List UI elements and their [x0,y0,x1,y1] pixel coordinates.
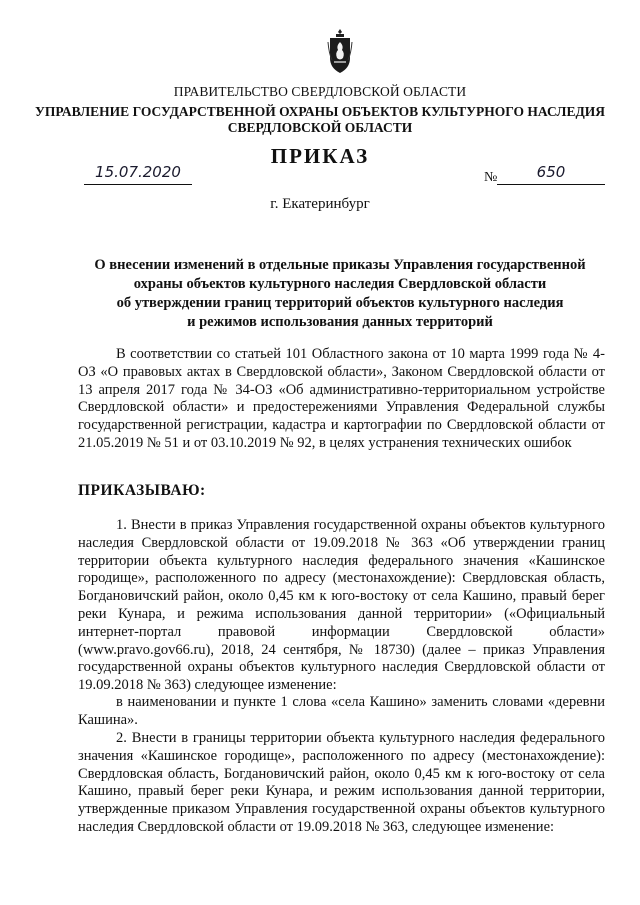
subject-line4: и режимов использования данных территорий [187,314,493,330]
subject-line1: О внесении изменений в отдельные приказы Управления государственной [94,257,586,273]
clause-1: 1. Внести в приказ Управления государственной охраны объектов культурного наследия Свердловской области от 19.09.2018 № 363 «Об утверждении границ территории объекта культурного наследия федерального значения «Кашинское городище», расположенного по адресу (местонахождение): Свердловская область, Богдановичский район, около 0,45 км к юго-востоку от села Кашино, правый берег реки Кунара, и режима использования данной территории» («Официальный интернет-портал правовой информации Свердловской области» (www.pravo.gov66.ru), 2018, 24 сентября, № 18730) (далее – приказ Управления государственной охраны объектов культурного наследия Свердловской области от 19.09.2018 № 363) следующее изменение: [78,517,605,694]
department-name-line2: СВЕРДЛОВСКОЙ ОБЛАСТИ [227,120,413,135]
clause-1-change: в наименовании и пункте 1 слова «села Кашино» заменить словами «деревни Кашина». [78,694,605,728]
order-number: 650 [497,162,605,185]
order-subject [60,256,620,332]
number-label: № [484,170,498,185]
department-name [0,104,640,136]
document-type: ПРИКАЗ [270,144,370,168]
city: г. Екатеринбург [270,196,370,212]
subject-line2: охраны объектов культурного наследия Свердловской области [133,276,547,292]
order-keyword: ПРИКАЗЫВАЮ: [78,482,206,499]
preamble-paragraph: В соответствии со статьей 101 Областного закона от 10 марта 1999 года № 4-ОЗ «О правовых актах в Свердловской области», Законом Свердловской области от 13 апреля 2017 года № 34-ОЗ «Об административно-территориальном устройстве Свердловской области» и предостережениями Управления Федеральной службы государственной регистрации, кадастра и картографии по Свердловской области от 21.05.2019 № 51 и от 03.10.2019 № 92, в целях устранения технических ошибок [78,346,605,451]
order-date: 15.07.2020 [84,162,192,185]
subject-line3: об утверждении границ территорий объектов культурного наследия [116,295,564,311]
coat-of-arms-icon [327,28,353,74]
department-name-line1: УПРАВЛЕНИЕ ГОСУДАРСТВЕННОЙ ОХРАНЫ ОБЪЕКТОВ КУЛЬТУРНОГО НАСЛЕДИЯ [34,104,606,119]
clause-2: 2. Внести в границы территории объекта культурного наследия федерального значения «Кашинское городище», расположенного по адресу (местонахождение): Свердловская область, Богдановичский район, около 0,45 км к юго-востоку от села Кашино, правый берег реки Кунара, и режим использования данной территории, утвержденные приказом Управления государственной охраны объектов культурного наследия Свердловской области от 19.09.2018 № 363, следующее изменение: [78,730,605,835]
government-name: ПРАВИТЕЛЬСТВО СВЕРДЛОВСКОЙ ОБЛАСТИ [173,84,467,99]
